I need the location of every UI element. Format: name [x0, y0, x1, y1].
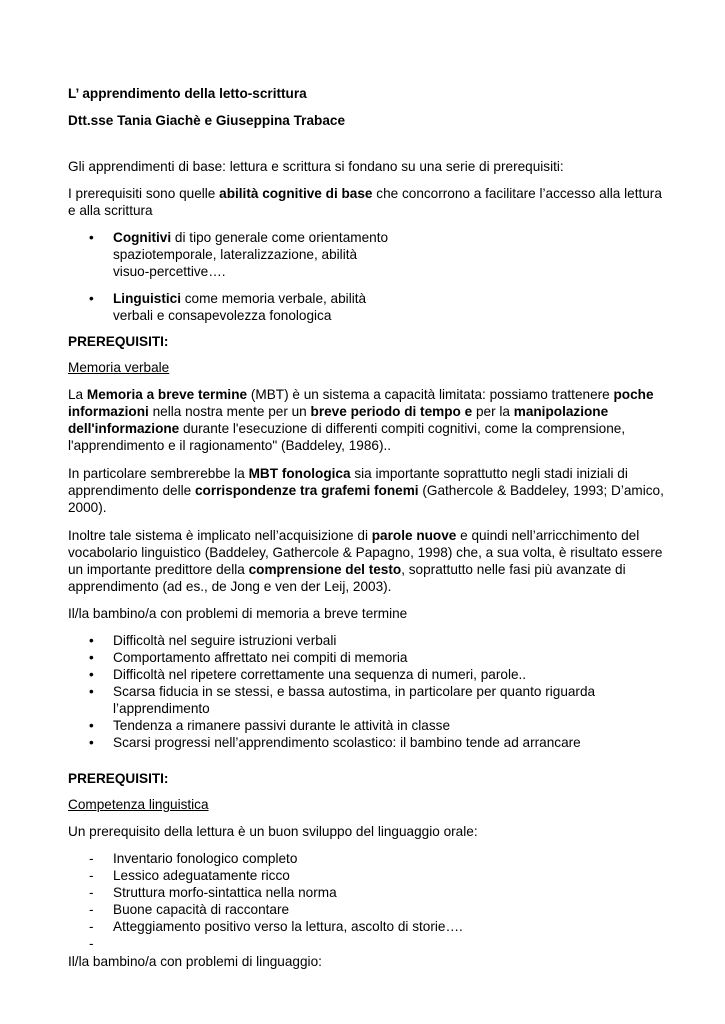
list-item: • Scarsa fiducia in se stessi, e bassa autostima, in particolare per quanto riguarda l’apprendimento: [89, 684, 596, 716]
bullet-icon: •: [89, 667, 94, 682]
bullet-icon: •: [89, 650, 94, 665]
section-heading: PREREQUISITI:: [68, 771, 169, 786]
section-heading: PREREQUISITI:: [68, 334, 169, 349]
bullet-icon: •: [89, 718, 94, 733]
list-item: • Tendenza a rimanere passivi durante le attività in classe: [89, 718, 451, 733]
vocabulary-paragraph: Inoltre tale sistema è implicato nell’acquisizione di parole nuove e quindi nell’arricchimento del vocabolario linguistico (Baddeley, Gathercole & Papagno, 1998) che, a sua volta, è risultato essere un importante predittore della comprensione del testo, soprattutto nelle fasi più avanzate di apprendimento (ad es., de Jong e ven der Leij, 2003).: [68, 528, 663, 594]
list-item: - Atteggiamento positivo verso la lettura, ascolto di storie….: [89, 919, 463, 934]
language-intro: Un prerequisito della lettura è un buon sviluppo del linguaggio orale:: [68, 824, 478, 839]
list-item: • Scarsi progressi nell’apprendimento scolastico: il bambino tende ad arrancare: [89, 735, 581, 750]
document-authors: Dtt.sse Tania Giachè e Giuseppina Trabace: [68, 113, 346, 128]
bullet-icon: •: [89, 291, 94, 306]
document-body: [68, 85, 668, 970]
list-item: • Cognitivi di tipo generale come orientamento spaziotemporale, lateralizzazione, abilità visuo-percettive….: [89, 230, 389, 279]
list-item: • Difficoltà nel seguire istruzioni verbali: [89, 633, 337, 648]
dash-icon: -: [89, 936, 94, 951]
dash-icon: -: [89, 919, 94, 934]
dash-icon: -: [89, 902, 94, 917]
document-title: L’ apprendimento della letto-scrittura: [68, 86, 307, 101]
intro-paragraph-2: I prerequisiti sono quelle abilità cognitive di base che concorrono a facilitare l’accesso alla lettura e alla scrittura: [68, 186, 662, 218]
bullet-icon: •: [89, 735, 94, 750]
list-item: - Struttura morfo-sintattica nella norma: [89, 885, 337, 900]
language-prerequisites-list: [68, 850, 668, 952]
bullet-icon: •: [89, 230, 94, 245]
bullet-icon: •: [89, 684, 94, 699]
list-item: - Inventario fonologico completo: [89, 851, 298, 866]
section-subheading: Memoria verbale: [68, 360, 170, 375]
memory-problems-intro: Il/la bambino/a con problemi di memoria a breve termine: [68, 606, 408, 621]
list-item: • Difficoltà nel ripetere correttamente una sequenza di numeri, parole..: [89, 667, 527, 682]
list-item: • Linguistici come memoria verbale, abilità verbali e consapevolezza fonologica: [89, 291, 367, 323]
dash-icon: -: [89, 851, 94, 866]
list-item: [68, 935, 668, 952]
prerequisite-types-list: [68, 229, 668, 324]
memory-problems-list: [68, 632, 668, 751]
mbt-paragraph: La Memoria a breve termine (MBT) è un sistema a capacità limitata: possiamo trattenere poche informazioni nella nostra mente per un breve periodo di tempo e per la manipolazione dell'informazione durante l'esecuzione di differenti compiti cognitivi, come la comprensione, l'apprendimento e il ragionamento" (Baddeley, 1986)..: [68, 387, 654, 453]
list-item: - Lessico adeguatamente ricco: [89, 868, 290, 883]
list-item: - Buone capacità di raccontare: [89, 902, 290, 917]
dash-icon: -: [89, 885, 94, 900]
dash-icon: -: [89, 868, 94, 883]
bullet-icon: •: [89, 633, 94, 648]
language-problems-intro: Il/la bambino/a con problemi di linguaggio:: [68, 954, 322, 969]
list-item: • Comportamento affrettato nei compiti di memoria: [89, 650, 408, 665]
intro-paragraph-1: Gli apprendimenti di base: lettura e scrittura si fondano su una serie di prerequisiti:: [68, 159, 564, 174]
phonological-paragraph: In particolare sembrerebbe la MBT fonologica sia importante soprattutto negli stadi iniziali di apprendimento delle corrispondenze tra grafemi fonemi (Gathercole & Baddeley, 1993; D’amico, 2000).: [68, 466, 664, 515]
section-subheading: Competenza linguistica: [68, 797, 209, 812]
